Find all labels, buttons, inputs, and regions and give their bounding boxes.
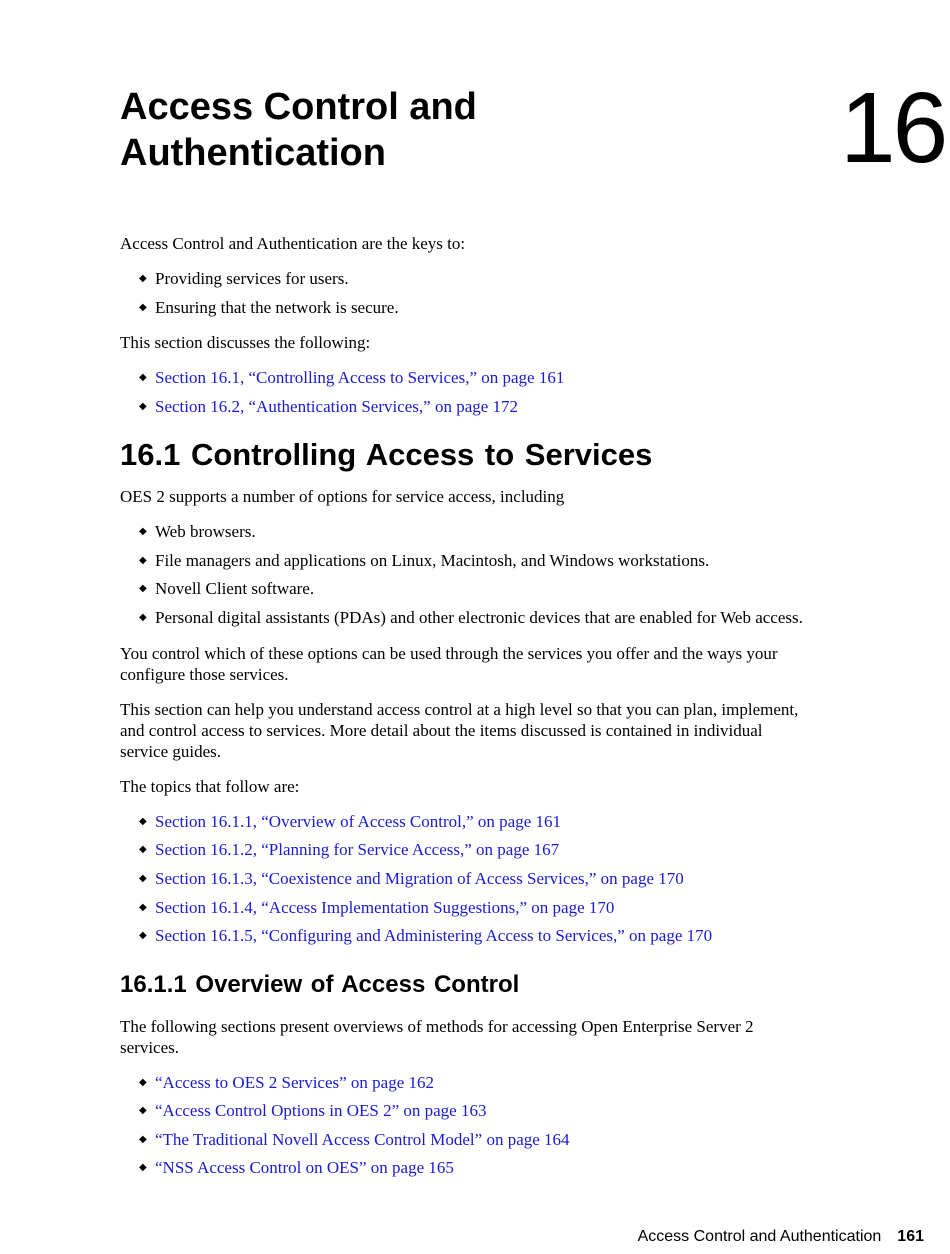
section-link[interactable]: Section 16.1.1, “Overview of Access Control,” on page 161 [155,812,562,831]
list-item [139,550,710,571]
paragraph-line: and control access to services. More detail about the items discussed is contained in individual [120,721,763,740]
chapter-title-line-1: Access Control and [120,86,477,128]
topics-lead: The topics that follow are: [120,777,300,796]
section-link[interactable]: Section 16.1.3, “Coexistence and Migration of Access Services,” on page 170 [155,869,684,888]
link-item[interactable] [139,1100,487,1121]
link-item[interactable] [139,1129,570,1150]
paragraph-line: service guides. [120,742,222,761]
bullet-diamond-icon: ◆ [139,1077,147,1088]
bullet-diamond-icon: ◆ [139,930,147,941]
section-link[interactable]: Section 16.1.2, “Planning for Service Access,” on page 167 [155,840,560,859]
link-item[interactable] [139,1072,435,1093]
page-footer [638,1227,924,1247]
intro-discusses: This section discusses the following: [120,333,371,352]
list-item-text: Novell Client software. [155,579,315,598]
list-item-text: File managers and applications on Linux, Macintosh, and Windows workstations. [155,551,710,570]
link-item[interactable] [139,839,560,860]
link-item[interactable] [139,396,519,417]
link-item[interactable] [139,1157,454,1178]
bullet-diamond-icon: ◆ [139,1162,147,1173]
bullet-diamond-icon: ◆ [139,583,147,594]
link-item[interactable] [139,367,565,388]
list-item [139,521,256,542]
section-heading-16-1: 16.1 Controlling Access to Services [120,437,653,472]
bullet-diamond-icon: ◆ [139,526,147,537]
paragraph-line: The following sections present overviews of methods for accessing Open Enterprise Server 2 [120,1017,754,1036]
section-heading-16-1-1: 16.1.1 Overview of Access Control [120,971,520,998]
bullet-diamond-icon: ◆ [139,902,147,913]
section-link[interactable]: Section 16.1, “Controlling Access to Services,” on page 161 [155,368,565,387]
intro-lead: Access Control and Authentication are the keys to: [120,234,466,253]
paragraph-line: services. [120,1038,180,1057]
section-link[interactable]: Section 16.1.5, “Configuring and Administering Access to Services,” on page 170 [155,926,713,945]
list-item-text: Ensuring that the network is secure. [155,298,399,317]
list-item-text: Web browsers. [155,522,256,541]
list-item-text: Personal digital assistants (PDAs) and other electronic devices that are enabled for Web access. [155,608,803,627]
bullet-diamond-icon: ◆ [139,555,147,566]
section-link[interactable]: “Access to OES 2 Services” on page 162 [155,1073,435,1092]
running-title: Access Control and Authentication [637,1228,882,1245]
section-link[interactable]: “The Traditional Novell Access Control Model” on page 164 [155,1130,570,1149]
paragraph-line: This section can help you understand access control at a high level so that you can plan, implement, [120,700,799,719]
link-item[interactable] [139,811,562,832]
section-link[interactable]: “NSS Access Control on OES” on page 165 [155,1158,454,1177]
paragraph-line: You control which of these options can be used through the services you offer and the ways your [120,644,778,663]
bullet-diamond-icon: ◆ [139,372,147,383]
list-item [139,297,399,318]
list-item-text: Providing services for users. [155,269,349,288]
bullet-diamond-icon: ◆ [139,1134,147,1145]
section-link[interactable]: Section 16.1.4, “Access Implementation Suggestions,” on page 170 [155,898,615,917]
section-lead: OES 2 supports a number of options for service access, including [120,487,565,506]
section-link[interactable]: Section 16.2, “Authentication Services,” on page 172 [155,397,519,416]
list-item [139,268,349,289]
bullet-diamond-icon: ◆ [139,302,147,313]
bullet-diamond-icon: ◆ [139,844,147,855]
bullet-diamond-icon: ◆ [139,612,147,623]
page-number: 161 [897,1228,924,1245]
link-item[interactable] [139,897,615,918]
paragraph-line: configure those services. [120,665,289,684]
link-item[interactable] [139,868,684,889]
bullet-diamond-icon: ◆ [139,401,147,412]
link-item[interactable] [139,925,713,946]
chapter-number: 16 [840,72,946,184]
chapter-title [120,84,477,176]
section-link[interactable]: “Access Control Options in OES 2” on page 163 [155,1101,487,1120]
chapter-title-line-2: Authentication [120,132,386,174]
list-item [139,607,803,628]
bullet-diamond-icon: ◆ [139,1105,147,1116]
bullet-diamond-icon: ◆ [139,273,147,284]
list-item [139,578,315,599]
bullet-diamond-icon: ◆ [139,873,147,884]
bullet-diamond-icon: ◆ [139,816,147,827]
